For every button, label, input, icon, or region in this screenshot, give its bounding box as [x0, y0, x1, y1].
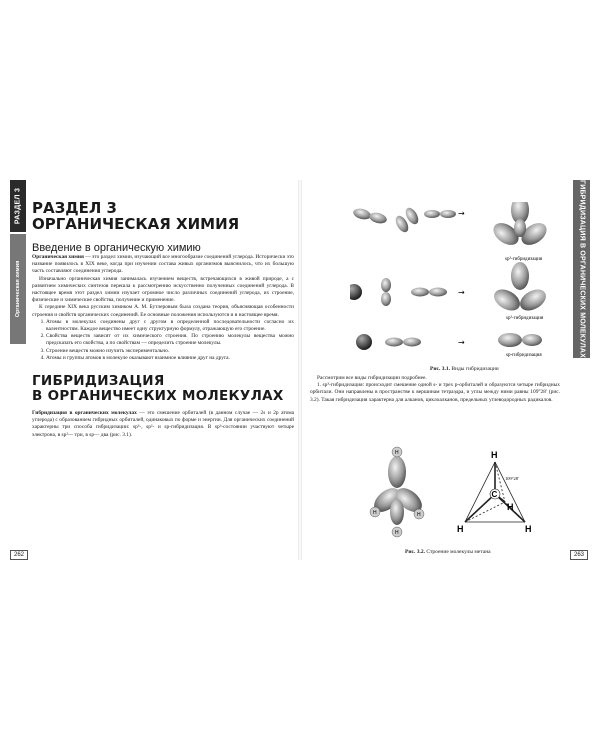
figure-3-2-title: Строение молекулы метана	[424, 549, 491, 555]
h-atom-label: H	[525, 524, 532, 534]
figure-3-2-caption	[405, 549, 491, 555]
bond-angle-label: 109°28′	[505, 476, 520, 481]
figure-3-1-caption	[430, 366, 499, 372]
intro-heading: Введение в органическую химию	[32, 242, 201, 254]
svg-text:→: →	[458, 209, 465, 218]
page-number-right: 263	[570, 550, 588, 560]
chapter-tab-label: ГИБРИДИЗАЦИЯ В ОРГАНИЧЕСКИХ МОЛЕКУЛАХ	[578, 180, 585, 358]
h-atom-label: H	[373, 510, 377, 516]
left-content	[32, 180, 294, 439]
c-atom-label: C	[491, 490, 498, 499]
sp3-label: sp³-гибридизация	[505, 257, 543, 262]
sp-label: sp-гибридизация	[506, 353, 542, 358]
right-page	[302, 180, 590, 560]
section-tab	[10, 180, 26, 232]
hybridization-heading-line1: ГИБРИДИЗАЦИЯ	[32, 373, 165, 390]
term-hybridization: Гибридизация в органических молекулах	[32, 410, 137, 417]
paragraph-3: К середине XIX века русским химиком А. М. Бутлеровым была создана теория, объясняющая особенности строения и свойств органических соединений. Ее основные положения используются и в настоящее время.	[32, 304, 294, 318]
h-atom-label: H	[417, 512, 421, 518]
term-organic-chemistry: Органическая химия	[32, 254, 84, 260]
h-atom-label: H	[491, 450, 498, 460]
book-spread	[10, 180, 590, 560]
h-atom-label: H	[395, 530, 399, 536]
svg-text:→: →	[458, 338, 465, 347]
h-atom-label: H	[395, 450, 399, 456]
h-atom-label: H	[457, 524, 464, 534]
section-tab-label: РАЗДЕЛ 3	[14, 187, 22, 225]
sp3-row	[352, 202, 551, 249]
h-atom-label: H	[507, 502, 514, 512]
right-text	[310, 375, 560, 404]
subject-tab-label: Органическая химия	[15, 260, 21, 318]
sp2-label: sp²-гибридизация	[506, 316, 544, 321]
left-page	[10, 180, 298, 560]
page-number-left: 262	[10, 550, 28, 560]
chapter-tab	[573, 180, 590, 358]
paragraph-4-text: — это смешение орбиталей (в данном случае — 2s и 2p атома углерода) с образованием гибридных орбиталей, одинаковых по форме и энергии. Для органических соединений характерны три способа гибридизации: sp³-, sp²- и sp-гибридизация. В sp³-состоянии участвуют четыре электрона, в sp²— три, в sp— два (рис. 3.1).	[32, 410, 294, 438]
sp-row	[356, 333, 542, 350]
paragraph-1-text: — это раздел химии, изучающий все многообразие соединений углерода. Исторически это название появилось в XIX веке, когда при изучении состава живых организмов выяснилось, что их большую часть составляют соединения углерода.	[32, 254, 294, 275]
list-item: 4. Атомы и группы атомов в молекуле оказывают взаимное влияние друг на друга.	[46, 355, 294, 362]
section-label: РАЗДЕЛ 3	[32, 199, 117, 217]
figure-3-1-title: Виды гибридизации	[449, 366, 499, 372]
hybridization-heading-line2: В ОРГАНИЧЕСКИХ МОЛЕКУЛАХ	[32, 388, 284, 405]
subject-tab	[10, 234, 26, 344]
sp2-row	[350, 262, 550, 315]
list-item: 1. Атомы в молекулах соединены друг с другом в определенной последовательности согласно их валентностям. Каждое вещество имеет одну структурную формулу, отражающую его строение.	[46, 319, 294, 333]
figure-3-2-number: Рис. 3.2.	[405, 549, 425, 555]
figure-3-1-number: Рис. 3.1.	[430, 366, 450, 372]
right-paragraph-1: Рассмотрим все виды гибридизации подробнее.	[317, 375, 427, 381]
list-item: 2. Свойства веществ зависят от их химического строения. По строению молекулы вещества можно предсказать его свойства, а по свойствам — определить строение молекулы.	[46, 333, 294, 347]
svg-text:→: →	[458, 288, 465, 297]
paragraph-2: Изначально органическая химия занималась изучением веществ, встречающихся в живой природе, а с развитием химических синтезов перешла к рассмотрению искусственно полученных соединений углерода. В настоящее время этот раздел химии изучает огромное число различных соединений углерода, их строение, физические и химические свойства, получение и применение.	[32, 275, 294, 304]
section-title: ОРГАНИЧЕСКАЯ ХИМИЯ	[32, 215, 240, 233]
paragraph-1	[32, 254, 294, 276]
methane-orbitals	[370, 447, 427, 537]
list-item: 3. Строение веществ можно изучить экспериментально.	[46, 348, 294, 355]
figure-methane-structure	[365, 442, 565, 547]
right-paragraph-2: 1. sp³-гибридизация: происходит смешение одной s- и трех p-орбиталей и образуются четыре гибридных орбитали. Они направлены в пространстве к вершинам тетраэдра, и углы между ними равны 109°28′ (рис. 3.2). Такая гибридизация характерна для алканов, циклоалканов, предельных углеводородных радикалов.	[310, 382, 560, 403]
paragraph-4	[32, 410, 294, 439]
figure-hybridization-types	[350, 202, 568, 362]
theory-list	[32, 319, 294, 362]
